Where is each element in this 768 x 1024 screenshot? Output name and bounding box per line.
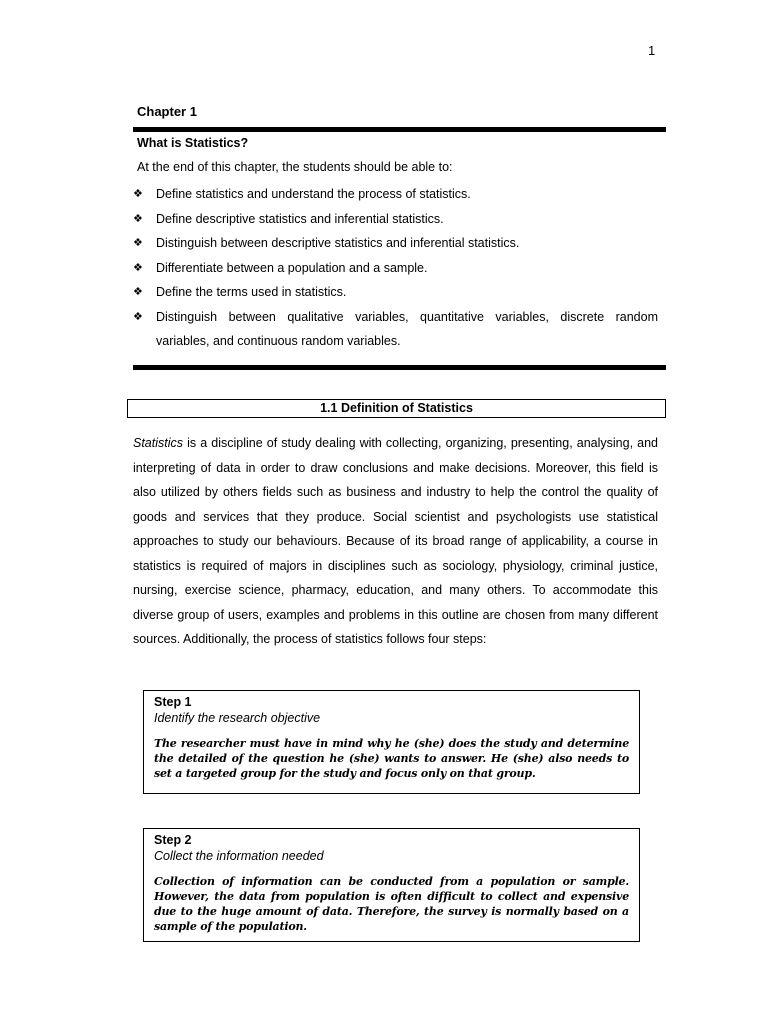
step-title: Identify the research objective bbox=[154, 711, 321, 725]
objective-item bbox=[133, 305, 658, 354]
objective-text: Define statistics and understand the process of statistics. bbox=[156, 187, 471, 201]
objective-item bbox=[133, 182, 658, 207]
step-box-2 bbox=[143, 828, 640, 942]
objective-text: Differentiate between a population and a sample. bbox=[156, 260, 428, 275]
diamond-bullet-icon: ❖ bbox=[133, 260, 143, 274]
diamond-bullet-icon: ❖ bbox=[133, 309, 143, 323]
objective-item bbox=[133, 207, 658, 232]
objective-item bbox=[133, 280, 658, 305]
definition-paragraph bbox=[133, 431, 658, 652]
objective-item bbox=[133, 256, 658, 281]
objective-text: Distinguish between qualitative variables, quantitative variables, discrete random variables, and continuous random variables. bbox=[156, 309, 658, 348]
top-divider bbox=[133, 127, 666, 132]
page-number: 1 bbox=[648, 43, 656, 58]
objective-item bbox=[133, 231, 658, 256]
chapter-title: Chapter 1 bbox=[137, 104, 197, 119]
diamond-bullet-icon: ❖ bbox=[133, 187, 143, 200]
objectives-intro: At the end of this chapter, the students should be able to: bbox=[137, 160, 453, 174]
step-description: The researcher must have in mind why he (she) does the study and determine the detailed of the question he (she) wants to answer. He (she) also needs to set a targeted group for the study and focus only on that group. bbox=[154, 737, 629, 780]
objective-text: Define descriptive statistics and inferential statistics. bbox=[156, 211, 444, 226]
step-title: Collect the information needed bbox=[154, 849, 324, 863]
step-box-1 bbox=[143, 690, 640, 794]
bottom-divider bbox=[133, 365, 666, 370]
objective-text: Define the terms used in statistics. bbox=[156, 285, 347, 299]
diamond-bullet-icon: ❖ bbox=[133, 211, 143, 225]
step-label: Step 1 bbox=[154, 695, 192, 709]
step-description: Collection of information can be conducted from a population or sample. However, the data from population is often difficult to collect and expensive due to the huge amount of data. Therefore, the survey is normally based on a sample of the population. bbox=[154, 875, 629, 933]
section-title-box: 1.1 Definition of Statistics bbox=[127, 399, 666, 418]
chapter-heading: What is Statistics? bbox=[137, 136, 249, 150]
definition-body: is a discipline of study dealing with collecting, organizing, presenting, analysing, and interpreting of data in order to draw conclusions and make decisions. Moreover, this field is also utilized by others fields such as business and industry to help the control the quality of goods and services that they produce. Social scientist and psychologists use statistical approaches to study our behaviours. Because of its broad range of applicability, a course in statistics is required of majors in disciplines such as sociology, physiology, criminal justice, nursing, exercise science, pharmacy, education, and many others. To accommodate this diverse group of users, examples and problems in this outline are chosen from many different sources. Additionally, the process of statistics follows four steps: bbox=[133, 436, 658, 646]
step-label: Step 2 bbox=[154, 833, 192, 847]
diamond-bullet-icon: ❖ bbox=[133, 285, 143, 298]
diamond-bullet-icon: ❖ bbox=[133, 236, 143, 249]
objective-text: Distinguish between descriptive statistics and inferential statistics. bbox=[156, 236, 520, 250]
statistics-term: Statistics bbox=[133, 436, 184, 450]
objectives-list bbox=[133, 182, 658, 354]
